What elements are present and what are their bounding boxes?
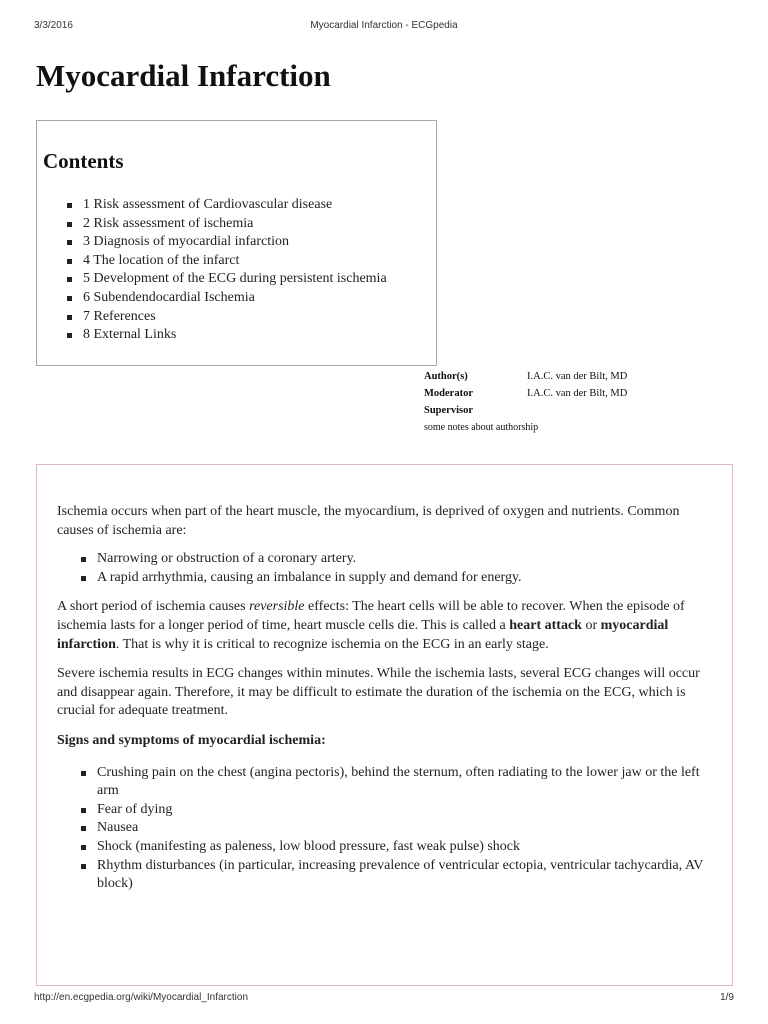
print-url: http://en.ecgpedia.org/wiki/Myocardial_Infarction [34,992,249,1003]
print-page-number: 1/9 [720,992,734,1003]
authors-value: I.A.C. van der Bilt, MD [527,371,628,382]
print-date: 3/3/2016 [34,20,73,31]
signs-list [57,764,717,894]
severe-ischemia-paragraph: Severe ischemia results in ECG changes within minutes. While the ischemia lasts, several ECG changes will occur and disappear again. Therefore, it may be difficult to estimate the duration of the ischemia on the ECG, which is crucial for adequate treatment. [57,666,700,719]
toc-list [37,196,387,345]
moderator-label: Moderator [424,388,473,399]
table-of-contents [36,120,437,366]
toc-item-diagnosis[interactable]: 3 Diagnosis of myocardial infarction [83,233,387,252]
supervisor-row [424,402,734,419]
toc-item-risk-ischemia[interactable]: 2 Risk assessment of ischemia [83,215,387,234]
text-span: effects: The heart cells will be able to recover. When the episode of ischemia lasts for a longer period of time, heart muscle cells die. This is called a [57,599,685,633]
reversible-paragraph [57,598,717,654]
page-title: Myocardial Infarction [36,58,331,93]
cause-item: Narrowing or obstruction of a coronary artery. [97,550,717,569]
signs-heading: Signs and symptoms of myocardial ischemia: [57,732,326,748]
moderator-row [424,385,734,402]
article-body [57,503,717,894]
emphasis-reversible: reversible [249,599,305,615]
term-heart-attack: heart attack [509,617,582,633]
sign-item: Shock (manifesting as paleness, low blood pressure, fast weak pulse) shock [97,838,717,857]
authorship-note-row [424,419,734,436]
cause-item: A rapid arrhythmia, causing an imbalance in supply and demand for energy. [97,569,717,588]
authors-row [424,368,734,385]
print-header [34,20,734,34]
toc-title: Contents [43,149,124,173]
print-document-title: Myocardial Infarction - ECGpedia [310,20,458,31]
toc-item-references[interactable]: 7 References [83,308,387,327]
sign-item: Crushing pain on the chest (angina pectoris), behind the sternum, often radiating to the lower jaw or the left arm [97,764,717,801]
authors-label: Author(s) [424,371,468,382]
author-info [424,368,734,436]
toc-item-subendocardial[interactable]: 6 Subendendocardial Ischemia [83,289,387,308]
print-footer [34,992,734,1006]
term-myocardial-infarction: myocardial infarction [57,617,669,652]
article-body-box [36,464,733,986]
authorship-note[interactable]: some notes about authorship [424,422,539,433]
supervisor-label: Supervisor [424,405,474,416]
sign-item: Rhythm disturbances (in particular, increasing prevalence of ventricular ectopia, ventricular tachycardia, AV block) [97,857,717,894]
toc-item-external-links[interactable]: 8 External Links [83,326,387,345]
sign-item: Nausea [97,819,717,838]
text-span: or [581,617,601,633]
text-span: A short period of ischemia causes [57,599,250,615]
text-span: . That is why it is critical to recognize ischemia on the ECG in an early stage. [115,636,549,652]
toc-item-location[interactable]: 4 The location of the infarct [83,252,387,271]
toc-item-development-ecg[interactable]: 5 Development of the ECG during persistent ischemia [83,270,387,289]
causes-list [57,550,717,587]
moderator-value: I.A.C. van der Bilt, MD [527,388,628,399]
intro-paragraph: Ischemia occurs when part of the heart muscle, the myocardium, is deprived of oxygen and nutrients. Common causes of ischemia are: [57,504,680,538]
toc-item-risk-cardiovascular[interactable]: 1 Risk assessment of Cardiovascular disease [83,196,387,215]
sign-item: Fear of dying [97,801,717,820]
